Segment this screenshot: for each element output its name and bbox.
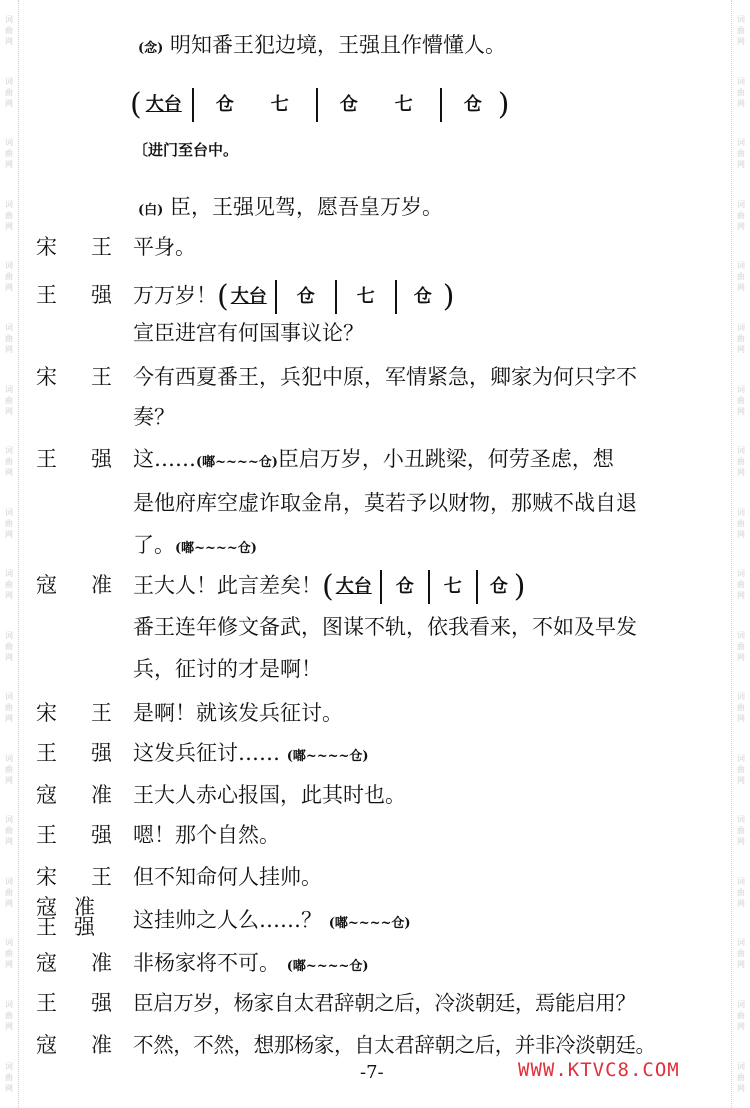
watermark-mark: 词 曲 网 <box>737 1000 745 1032</box>
dialogue-text: 不然，不然，想那杨家，自太君辞朝之后，并非冷淡朝廷。 <box>133 1033 656 1057</box>
dialogue-text: 臣，王强见驾，愿吾皇万岁。 <box>170 195 443 219</box>
speaker-name: 寇 准 <box>36 1033 112 1057</box>
percussion-line <box>130 88 509 122</box>
watermark-mark: 词 曲 网 <box>5 507 13 539</box>
watermark-mark: 词 曲 网 <box>5 1000 13 1032</box>
watermark-mark: 词 曲 网 <box>737 76 745 108</box>
dialogue-with-percussion <box>133 280 454 314</box>
script-line <box>138 30 506 64</box>
script-line <box>138 192 443 226</box>
stage-note: (嘟~~~~仓) <box>196 455 278 470</box>
watermark-mark: 词 曲 网 <box>737 1061 745 1093</box>
beat: 大台 <box>145 94 182 115</box>
dialogue-text: 万万岁！ <box>133 283 217 308</box>
left-watermark-strip <box>0 0 19 1108</box>
dialogue-text: 但不知命何人挂帅。 <box>133 865 322 889</box>
watermark-mark: 词 曲 网 <box>5 753 13 785</box>
dialogue-text: 宣臣进宫有何国事议论？ <box>133 321 364 345</box>
watermark-mark: 词 曲 网 <box>5 630 13 662</box>
speaker-name: 宋 王 <box>36 865 112 889</box>
stage-note: (嘟~~~~仓) <box>286 749 369 764</box>
watermark-mark: 词 曲 网 <box>5 446 13 478</box>
watermark-mark: 词 曲 网 <box>5 1061 13 1093</box>
dialogue-text: 今有西夏番王，兵犯中原，军情紧急，卿家为何只字不 <box>133 365 637 389</box>
beat: 仓 <box>215 94 234 115</box>
watermark-mark: 词 曲 网 <box>737 138 745 170</box>
stage-note: (嘟~~~~仓) <box>175 541 257 556</box>
watermark-mark: 词 曲 网 <box>5 938 13 970</box>
dialogue-text: 番王连年修文备武，图谋不轨，依我看来，不如及早发 <box>133 615 637 639</box>
dialogue-text: 嗯！那个自然。 <box>133 823 280 847</box>
speaker-name: 王 强 <box>36 283 112 307</box>
dialogue-with-percussion <box>133 570 525 604</box>
beat: 七 <box>394 94 413 115</box>
dialogue-line <box>133 738 369 772</box>
right-watermark-strip <box>731 0 750 1108</box>
speaker-name: 王 强 <box>36 991 112 1015</box>
dialogue-text: 明知番王犯边境，王强且作懵懂人。 <box>170 33 506 57</box>
stage-note: (嘟~~~~仓) <box>328 916 411 931</box>
close-paren: ) <box>497 87 510 122</box>
dialogue-text: 王大人！此言差矣！ <box>133 573 322 598</box>
watermark-mark: 词 曲 网 <box>737 753 745 785</box>
percussion-notation: ( 大台 仓 七 仓 ) <box>322 569 526 604</box>
watermark-mark: 词 曲 网 <box>5 261 13 293</box>
dialogue-line <box>133 444 614 478</box>
speaker-name: 寇 准 <box>36 573 112 597</box>
watermark-mark: 词 曲 网 <box>737 261 745 293</box>
watermark-mark: 词 曲 网 <box>737 692 745 724</box>
speaker-name: 宋 王 <box>36 365 112 389</box>
watermark-mark: 词 曲 网 <box>5 76 13 108</box>
dialogue-text: 了。 <box>133 533 175 557</box>
watermark-mark: 词 曲 网 <box>737 384 745 416</box>
dialogue-text: 王大人赤心报国，此其时也。 <box>133 783 406 807</box>
stage-note: (念) <box>138 41 164 56</box>
beat: 仓 <box>463 94 482 115</box>
watermark-mark: 词 曲 网 <box>5 199 13 231</box>
percussion-notation <box>130 88 509 122</box>
stage-note: (白) <box>138 203 164 218</box>
speaker-name: 宋 王 <box>36 701 112 725</box>
dialogue-text: 臣启万岁，小丑跳梁，何劳圣虑，想 <box>277 447 614 471</box>
speaker-name: 王 强 <box>36 823 112 847</box>
dialogue-text: 是啊！就该发兵征讨。 <box>133 701 343 725</box>
stage-note: (嘟~~~~仓) <box>286 959 369 974</box>
page-number: -7- <box>360 1062 384 1083</box>
watermark-mark: 词 曲 网 <box>737 15 745 47</box>
bar-line <box>192 88 194 122</box>
dialogue-line <box>133 905 411 939</box>
dialogue-text: 这…… <box>133 447 196 471</box>
speaker-name: 王 强 <box>36 741 112 765</box>
open-paren: ( <box>130 87 142 122</box>
bar-line <box>316 88 318 122</box>
watermark-mark: 词 曲 网 <box>737 938 745 970</box>
dialogue-text: 奏？ <box>133 405 175 429</box>
speaker-name-stacked: 寇 准 王 强 <box>36 895 95 939</box>
dialogue-text: 平身。 <box>133 235 196 259</box>
watermark-mark: 词 曲 网 <box>5 876 13 908</box>
beat: 仓 <box>339 94 358 115</box>
dialogue-text: 这发兵征讨…… <box>133 741 280 765</box>
speaker-name: 寇 准 <box>36 783 112 807</box>
watermark-mark: 词 曲 网 <box>5 815 13 847</box>
dialogue-text: 这挂帅之人么……？ <box>133 908 322 932</box>
watermark-mark: 词 曲 网 <box>737 815 745 847</box>
stage-direction: 〔进门至台中。 <box>133 141 239 159</box>
watermark-mark: 词 曲 网 <box>737 323 745 354</box>
speaker-name: 王 强 <box>36 447 112 471</box>
dialogue-text: 兵，征讨的才是啊！ <box>133 657 322 681</box>
watermark-mark: 词 曲 网 <box>5 15 13 47</box>
watermark-mark: 词 曲 网 <box>5 138 13 170</box>
bar-line <box>440 88 442 122</box>
dialogue-text: 非杨家将不可。 <box>133 951 280 975</box>
speaker-name: 宋 王 <box>36 235 112 259</box>
dialogue-text: 是他府库空虚诈取金帛，莫若予以财物，那贼不战自退 <box>133 491 637 515</box>
watermark-mark: 词 曲 网 <box>5 323 13 354</box>
watermark-mark: 词 曲 网 <box>737 569 745 601</box>
percussion-notation: ( 大台 仓 七 仓 ) <box>217 279 455 314</box>
watermark-mark: 词 曲 网 <box>737 507 745 539</box>
dialogue-text: 臣启万岁，杨家自太君辞朝之后，冷淡朝廷，焉能启用？ <box>133 991 636 1015</box>
watermark-mark: 词 曲 网 <box>5 569 13 601</box>
beat: 七 <box>270 94 289 115</box>
dialogue-line <box>133 948 369 982</box>
watermark-mark: 词 曲 网 <box>737 446 745 478</box>
speaker-name: 寇 准 <box>36 951 112 975</box>
site-watermark: WWW.KTVC8.COM <box>518 1059 680 1081</box>
watermark-mark: 词 曲 网 <box>737 630 745 662</box>
watermark-mark: 词 曲 网 <box>5 384 13 416</box>
watermark-mark: 词 曲 网 <box>5 692 13 724</box>
watermark-mark: 词 曲 网 <box>737 199 745 231</box>
script-line <box>133 530 257 564</box>
watermark-mark: 词 曲 网 <box>737 876 745 908</box>
